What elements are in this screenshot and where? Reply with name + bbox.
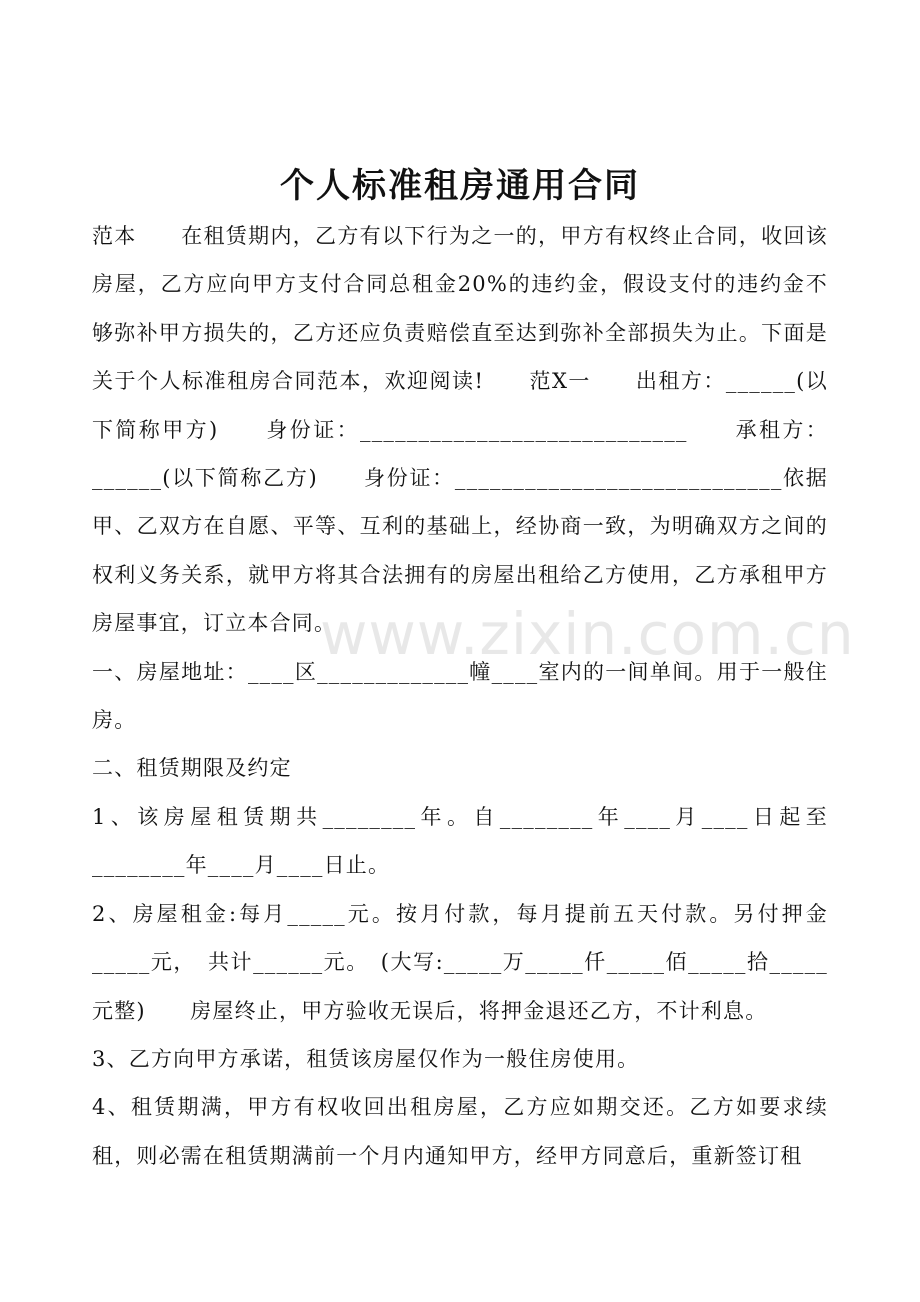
- paragraph-rent: 2、房屋租金:每月_____元。按月付款，每月提前五天付款。另付押金_____元， 共计______元。 (大写:_____万_____仟_____佰_____拾_____元整) 房屋终止，甲方验收无误后，将押金退还乙方，不计利息。: [92, 901, 828, 1023]
- paragraph-intro: 范本 在租赁期内，乙方有以下行为之一的，甲方有权终止合同，收回该房屋，乙方应向甲方支付合同总租金20%的违约金，假设支付的违约金不够弥补甲方损失的，乙方还应负责赔偿直至达到弥补全部损失为止。下面是关于个人标准租房合同范本，欢迎阅读! 范X一 出租方：______(以下简称甲方) 身份证：____________________________ 承租方：______(以下简称乙方) 身份证：____________________________依据甲、乙双方在自愿、平等、互利的基础上，经协商一致，为明确双方之间的权利义务关系，就甲方将其合法拥有的房屋出租给乙方使用，乙方承租甲方房屋事宜，订立本合同。: [92, 224, 828, 636]
- document-title: 个人标准租房通用合同: [280, 166, 640, 206]
- paragraph-lease-period: 1、该房屋租赁期共________年。自________年____月____日起至________年____月____日止。: [92, 804, 828, 878]
- paragraph-lease-term-heading: 二、租赁期限及约定: [92, 756, 292, 781]
- paragraph-lease-renewal: 4、租赁期满，甲方有权收回出租房屋，乙方应如期交还。乙方如要求续租，则必需在租赁期满前一个月内通知甲方，经甲方同意后，重新签订租: [92, 1095, 828, 1168]
- document-body: [92, 212, 828, 1180]
- watermark: www.zixin.com.cn: [320, 600, 855, 668]
- paragraph-house-address: 一、房屋地址：____区_____________幢____室内的一间单间。用于一般住房。: [92, 659, 828, 733]
- paragraph-usage-promise: 3、乙方向甲方承诺，租赁该房屋仅作为一般住房使用。: [92, 1046, 640, 1071]
